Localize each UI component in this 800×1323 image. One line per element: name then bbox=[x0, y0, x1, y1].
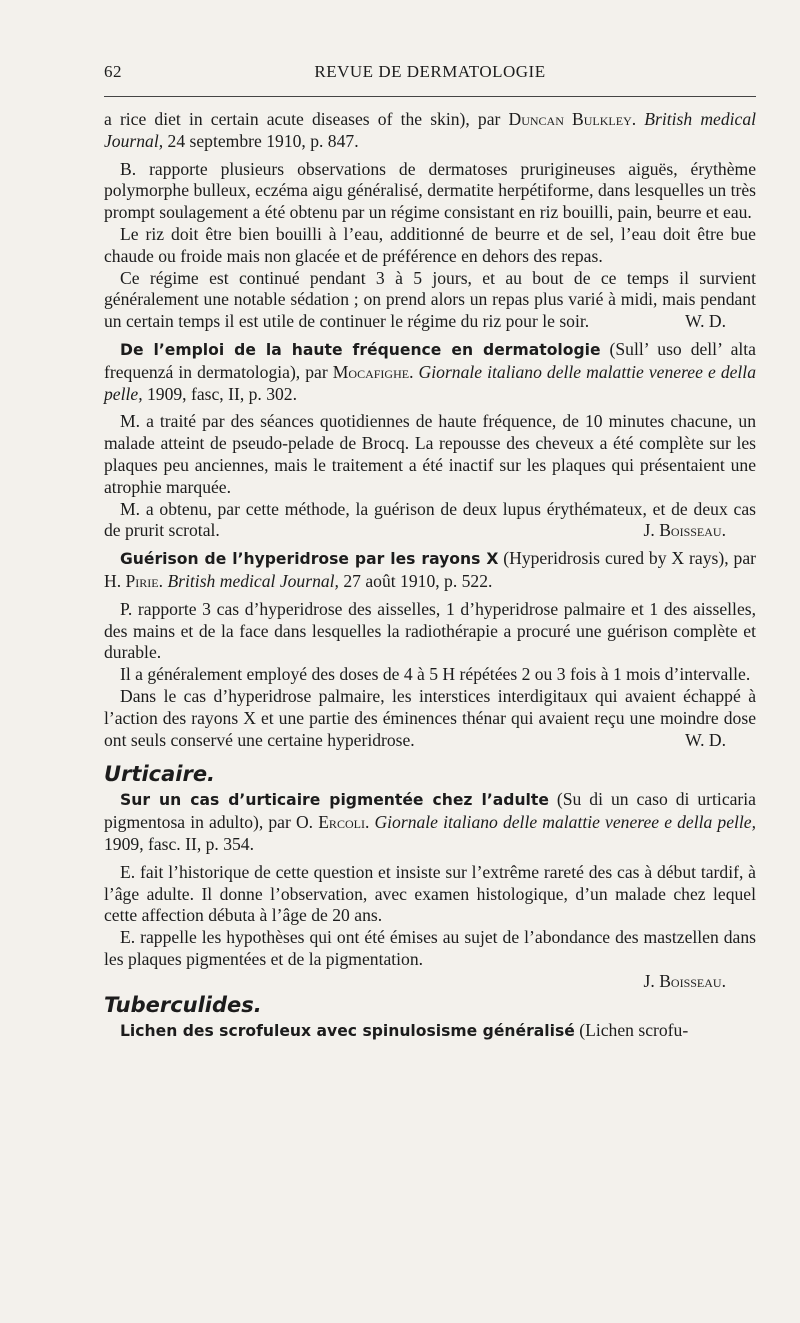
paragraph: Il a généralement employé des doses de 4 à 5 H répétées 2 ou 3 fois à 1 mois d’intervalle. bbox=[120, 664, 751, 685]
paragraph: M. a obtenu, par cette méthode, la guérison de deux lupus érythémateux, et de deux cas de prurit scrotal. J. Boisseau. bbox=[104, 498, 756, 541]
section-heading-urticaire: Urticaire. bbox=[104, 762, 216, 787]
entry-heading: De l’emploi de la haute fréquence en dermatologie bbox=[120, 340, 601, 359]
running-title: REVUE DE DERMATOLOGIE bbox=[314, 62, 546, 81]
paragraph: E. fait l’historique de cette question et insiste sur l’extrême rareté des cas à début tardif, à l’âge adulte. Il donne l’observation, avec examen histologique, d’un malade chez lequel cette affection débuta à l’âge de 20 ans. bbox=[104, 861, 756, 926]
review-entry-hyperidrose: Guérison de l’hyperidrose par les rayons X (Hyperidrosis cured by X rays), par H. Pirie. British medical Journal, 27 août 1910, p. 522. bbox=[104, 548, 757, 591]
header-rule bbox=[104, 96, 756, 97]
review-entry-haute-frequence: De l’emploi de la haute fréquence en dermatologie (Sull’ uso dell’ alta frequenzá in dermatologia), par Mocafighe. Giornale italiano delle malattie veneree e della pelle, 1909, fasc, II, p. 302. bbox=[104, 338, 756, 404]
entry-heading: Lichen des scrofuleux avec spinulosisme généralisé bbox=[120, 1022, 575, 1041]
signature: J. Boisseau. bbox=[643, 520, 726, 541]
citation-continuation: a rice diet in certain acute diseases of the skin), par Duncan Bulkley. British medical Journal, 24 septembre 1910, p. 847. bbox=[104, 109, 757, 151]
journal-title: British medical Journal, bbox=[104, 109, 757, 151]
review-entry-lichen: Lichen des scrofuleux avec spinulosisme généralisé (Lichen scrofu- bbox=[120, 1020, 689, 1041]
entry-heading: Guérison de l’hyperidrose par les rayons X bbox=[120, 550, 499, 569]
entry-heading: Sur un cas d’urticaire pigmentée chez l’adulte bbox=[120, 791, 549, 810]
paragraph: Ce régime est continué pendant 3 à 5 jours, et au bout de ce temps il survient généralement une notable sédation ; on prend alors un repas plus varié à midi, mais pendant un certain temps il est utile de continuer le régime du riz pour le soir. W. D. bbox=[104, 267, 756, 332]
paragraph: M. a traité par des séances quotidiennes de haute fréquence, de 10 minutes chacune, un malade atteint de pseudo-pelade de Brocq. La repousse des cheveux a été complète sur les plaques peu anciennes, mais le traitement a été inactif sur les plaques qui présentaient une atrophie marquée. bbox=[104, 411, 756, 497]
paragraph: E. rappelle les hypothèses qui ont été émises au sujet de l’abondance des mastzellen dans les plaques pigmentées et de la pigmentation. bbox=[104, 927, 756, 969]
author-name: Mocafighe bbox=[332, 361, 410, 382]
signature: W. D. bbox=[685, 729, 726, 750]
paragraph: P. rapporte 3 cas d’hyperidrose des aisselles, 1 d’hyperidrose palmaire et 1 des aisselles, des mains et de la face dans lesquelles la radiothérapie a procuré une guérison complète et durable. bbox=[104, 598, 756, 663]
author-name: Pirie bbox=[125, 570, 159, 591]
review-entry-urticaire: Sur un cas d’urticaire pigmentée chez l’adulte (Su di un caso di urticaria pigmentosa in adulto), par O. Ercoli. Giornale italiano delle malattie veneree e della pelle, 1909, fasc. II, p. 354. bbox=[104, 789, 756, 854]
signature: W. D. bbox=[685, 311, 726, 332]
section-heading-tuberculides: Tuberculides. bbox=[104, 993, 262, 1018]
page bbox=[104, 62, 756, 1043]
author-name: Duncan Bulkley bbox=[508, 109, 632, 129]
paragraph: B. rapporte plusieurs observations de dermatoses prurigineuses aiguës, érythème polymorphe bulleux, eczéma aigu généralisé, dermatite herpétiforme, dans lesquelles un très prompt soulagement a été obtenu par un régime consistant en riz bouilli, pain, beurre et eau. bbox=[104, 158, 756, 223]
paragraph: Le riz doit être bien bouilli à l’eau, additionné de beurre et de sel, l’eau doit être bue chaude ou froide mais non glacée et de préférence en dehors des repas. bbox=[104, 223, 756, 266]
running-header bbox=[104, 62, 756, 88]
journal-title: Giornale italiano delle malattie veneree e della pelle, bbox=[104, 361, 756, 404]
journal-title: British medical Journal, bbox=[167, 570, 339, 591]
page-number: 62 bbox=[104, 62, 122, 81]
paragraph: Dans le cas d’hyperidrose palmaire, les interstices interdigitaux qui avaient échappé à l’action des rayons X et une partie des éminences thénar qui avaient reçu une moindre dose ont seuls conservé une certaine hyperidrose. W. D. bbox=[104, 685, 756, 750]
signature: J. Boisseau. bbox=[643, 970, 726, 991]
author-name: Ercoli bbox=[318, 812, 365, 833]
journal-title: Giornale italiano delle malattie veneree e della pelle, bbox=[374, 812, 756, 833]
